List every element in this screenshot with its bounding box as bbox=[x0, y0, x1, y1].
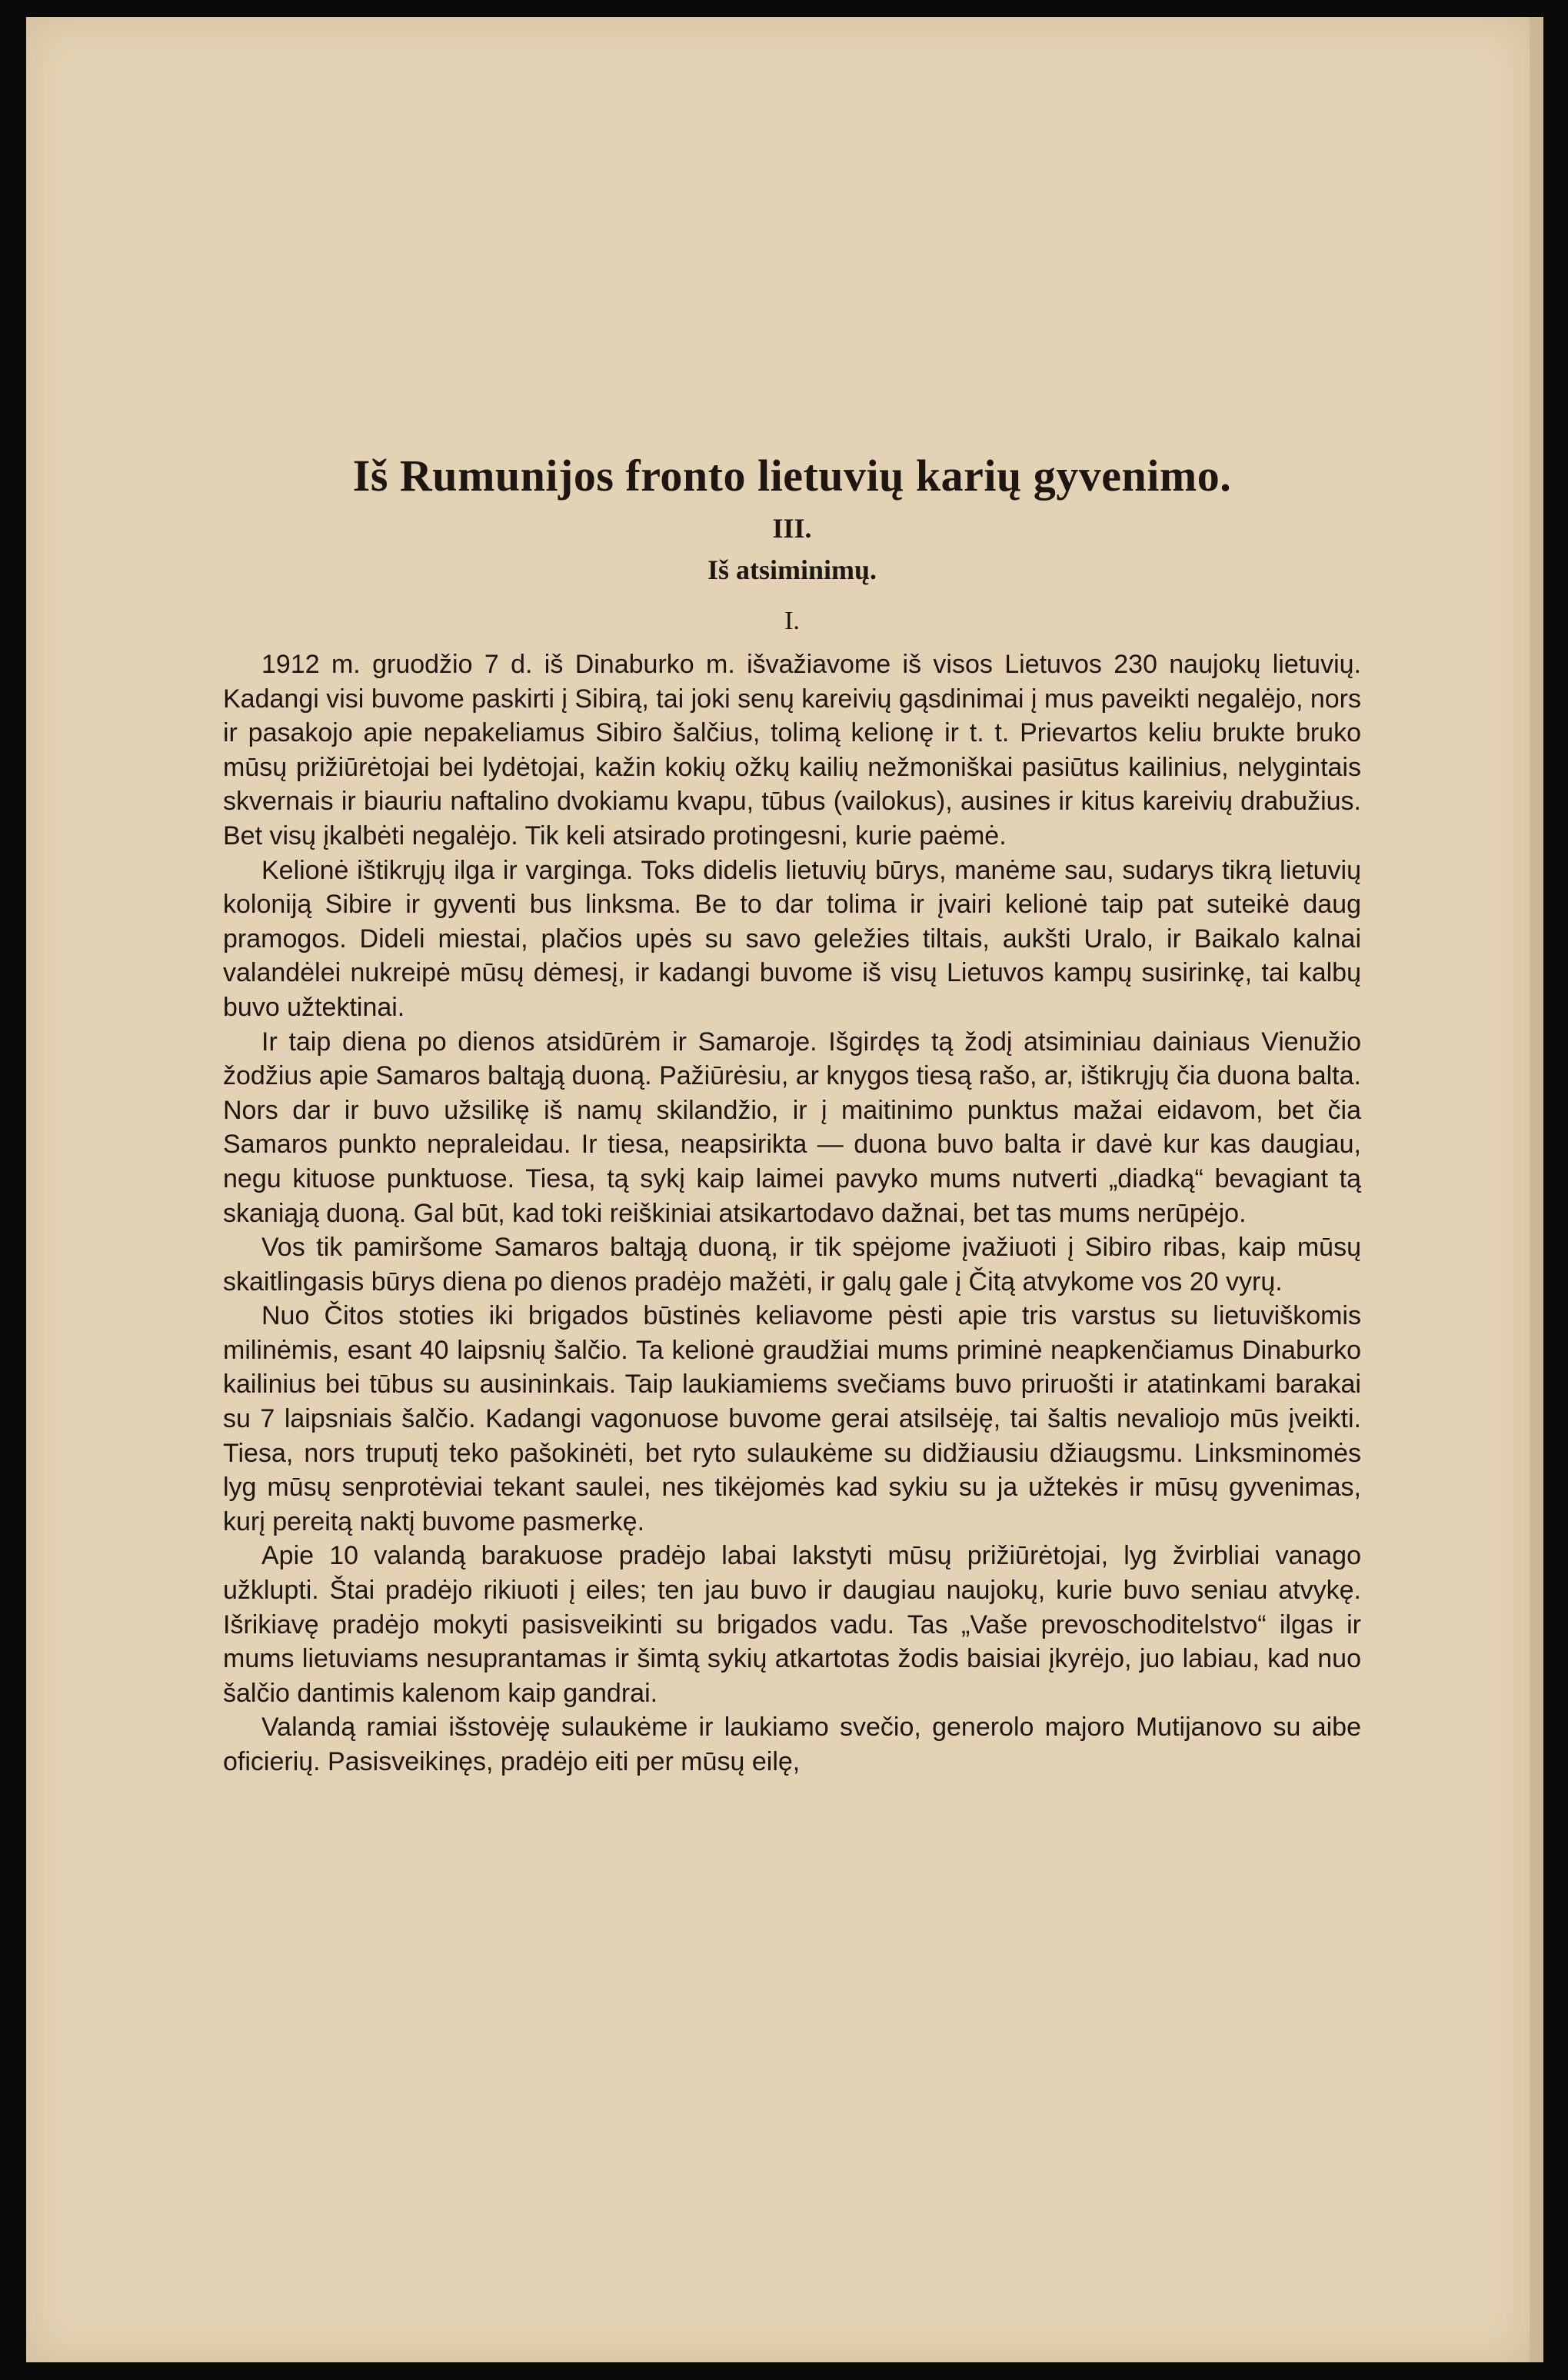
article-body bbox=[223, 647, 1361, 1779]
part-number: III. bbox=[772, 513, 812, 544]
chapter-number: I. bbox=[784, 607, 800, 635]
paragraph: Vos tik pamiršome Samaros baltąją duoną, ir tik spėjome įvažiuoti į Sibiro ribas, kaip mūsų skaitlingasis būrys diena po dienos pradėjo mažėti, ir galų gale į Čitą atvykome vos 20 vyrų. bbox=[223, 1233, 1361, 1297]
paragraph: 1912 m. gruodžio 7 d. iš Dinaburko m. išvažiavome iš visos Lietuvos 230 naujokų lietuvių. Kadangi visi buvome paskirti į Sibirą, tai joki senų kareivių gąsdinimai į mus paveikti negalėjo, nors ir pasakojo apie nepakeliamus Sibiro šalčius, tolimą kelionę ir t. t. Prievartos keliu brukte bruko mūsų prižiūrėtojai bei lydėtojai, kažin kokių ožkų kailių nežmoniškai pasiūtus kailinius, nelygintais skvernais ir biauriu naftalino dvokiamu kvapu, tūbus (vailokus), ausines ir kitus kareivių drabužius. Bet visų įkalbėti negalėjo. Tik keli atsirado protingesni, kurie paėmė. bbox=[223, 650, 1361, 850]
paragraph: Nuo Čitos stoties iki brigados būstinės keliavome pėsti apie tris varstus su lietuviškomis milinėmis, esant 40 laipsnių šalčio. Ta kelionė graudžiai mums priminė neapkenčiamus Dinaburko kailinius bei tūbus su ausininkais. Taip laukiamiems svečiams buvo priruošti ir atatinkami barakai su 7 laipsniais šalčio. Kadangi vagonuose buvome gerai atsilsėję, tai šaltis nevaliojo mūs įveikti. Tiesa, nors truputį teko pašokinėti, bet ryto sulaukėme su didžiausiu džiaugsmu. Linksminomės lyg mūsų senprotėviai tekant saulei, nes tikėjomės kad sykiu su ja užtekės ir mūsų gyvenimas, kurį pereitą naktį buvome pasmerkę. bbox=[223, 1301, 1361, 1536]
paragraph: Apie 10 valandą barakuose pradėjo labai lakstyti mūsų prižiūrėtojai, lyg žvirbliai vanago užklupti. Štai pradėjo rikiuoti į eiles; ten jau buvo ir daugiau naujokų, kurie buvo seniau atvykę. Išrikiavę pradėjo mokyti pasisveikinti su brigados vadu. Tas „Vaše prevoschoditelstvo“ ilgas ir mums lietuviams nesuprantamas ir šimtą sykių atkartotas žodis baisiai įkyrėjo, juo labiau, kad nuo šalčio dantimis kalenom kaip gandrai. bbox=[223, 1541, 1361, 1708]
article-title: Iš Rumunijos fronto lietuvių karių gyvenimo. bbox=[352, 451, 1232, 501]
article bbox=[223, 446, 1361, 1779]
paragraph: Ir taip diena po dienos atsidūrėm ir Samaroje. Išgirdęs tą žodį atsiminiau dainiaus Vienužio žodžius apie Samaros baltąją duoną. Pažiūrėsiu, ar knygos tiesą rašo, ar, ištikrųjų čia duona balta. Nors dar ir buvo užsilikę iš namų skilandžio, ir į maitinimo punktus mažai eidavom, bet čia Samaros punkto nepraleidau. Ir tiesa, neapsirikta — duona buvo balta ir davė kur kas daugiau, negu kituose punktuose. Tiesa, tą sykį kaip laimei pavyko mums nutverti „diadką“ bevagiant tą skaniąją duoną. Gal būt, kad toki reiškiniai atsikartodavo dažnai, bet tas mums nerūpėjo. bbox=[223, 1027, 1361, 1228]
paragraph: Valandą ramiai išstovėję sulaukėme ir laukiamo svečio, generolo majoro Mutijanovo su aibe oficierių. Pasisveikinęs, pradėjo eiti per mūsų eilę, bbox=[223, 1713, 1361, 1776]
paragraph: Kelionė ištikrųjų ilga ir varginga. Toks didelis lietuvių būrys, manėme sau, sudarys tikrą lietuvių koloniją Sibire ir gyventi bus linksma. Be to dar tolima ir įvairi kelionė taip pat suteikė daug pramogos. Dideli miestai, plačios upės su savo geležies tiltais, aukšti Uralo, ir Baikalo kalnai valandėlei nukreipė mūsų dėmesį, ir kadangi buvome iš visų Lietuvos kampų susirinkę, tai kalbų buvo užtektinai. bbox=[223, 855, 1361, 1022]
book-spine bbox=[1530, 17, 1543, 2362]
article-subtitle: Iš atsiminimų. bbox=[707, 554, 877, 585]
